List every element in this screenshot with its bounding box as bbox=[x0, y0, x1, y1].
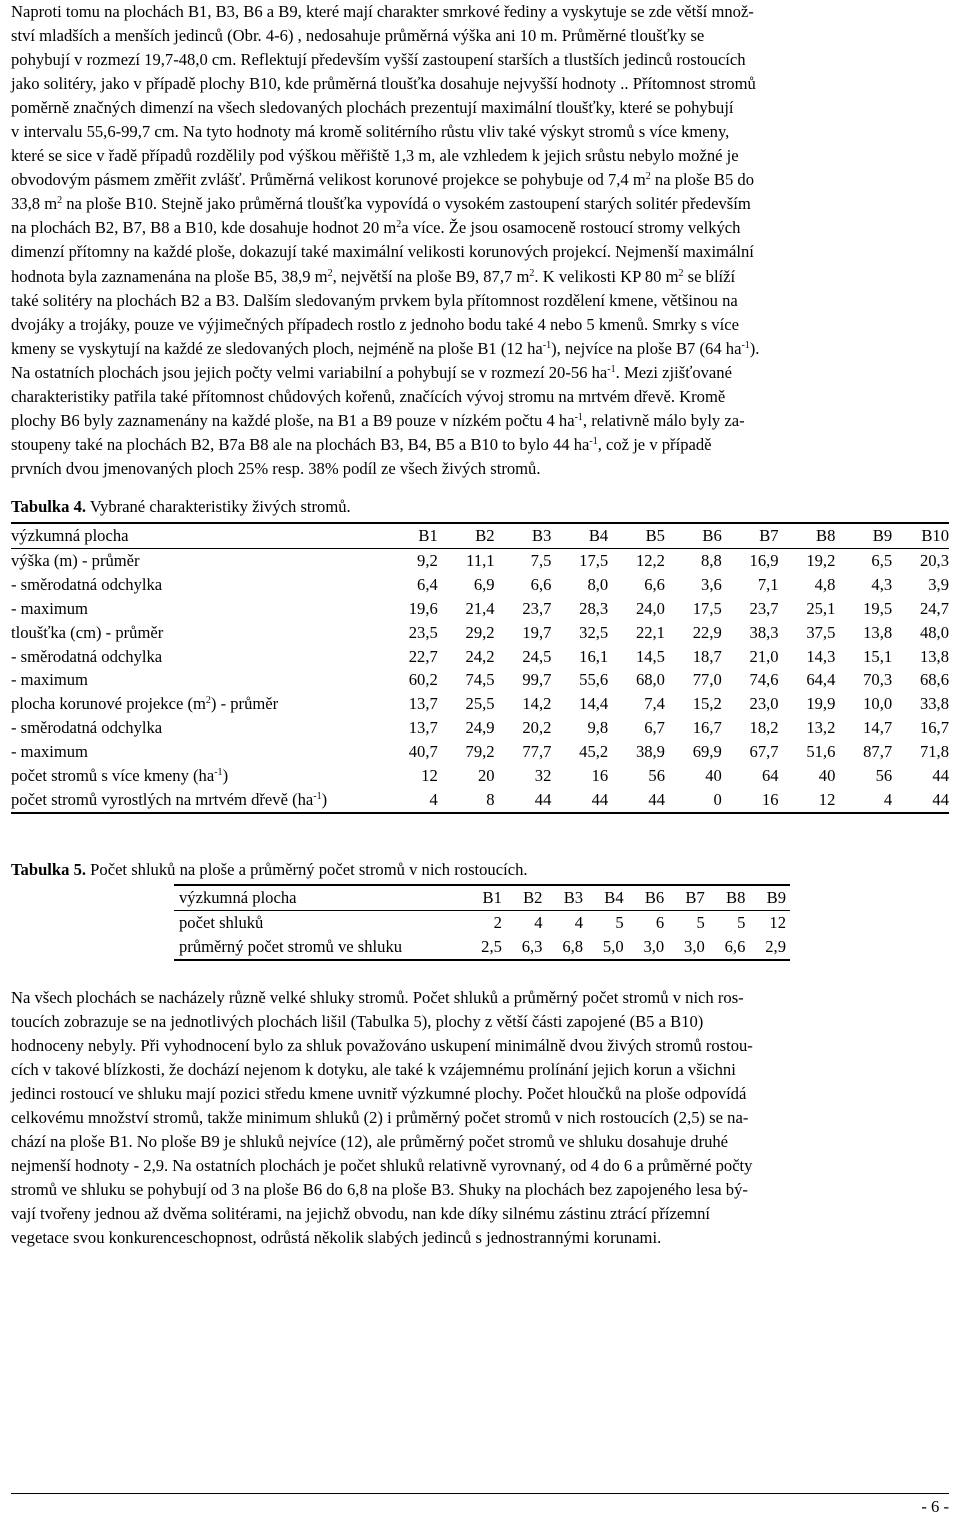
line: dimenzí přítomny na každé ploše, dokazují také maximální velikosti korunových projekcí. Nejmenší maximální bbox=[11, 242, 754, 262]
table-cell: 3,0 bbox=[643, 937, 665, 956]
table-cell: 19,9 bbox=[806, 694, 836, 714]
caption-label: Tabulka 4. bbox=[11, 497, 87, 516]
caption-text: Vybrané charakteristiky živých stromů. bbox=[86, 497, 351, 516]
column-header: B3 bbox=[532, 526, 552, 545]
column-header: B2 bbox=[475, 526, 495, 545]
table-cell: 64,4 bbox=[806, 670, 836, 690]
table-cell: 19,5 bbox=[863, 598, 893, 618]
table-row bbox=[11, 573, 949, 597]
line: prvních dvou jmenovaných ploch 25% resp. 38% podíl ze všech živých stromů. bbox=[11, 458, 541, 478]
table-row bbox=[174, 911, 790, 936]
column-header: B4 bbox=[604, 888, 624, 907]
table-cell: 20 bbox=[478, 766, 495, 786]
table-row bbox=[11, 788, 949, 813]
table-cell: 14,4 bbox=[579, 694, 609, 714]
line: pohybují v rozmezí 19,7-48,0 cm. Reflektují především vyšší zastoupení starších a tlustších jedinců rostoucích bbox=[11, 50, 746, 70]
table-cell: 20,2 bbox=[522, 718, 552, 738]
table-clusters bbox=[174, 884, 790, 961]
row-label: výška (m) - průměr bbox=[11, 550, 140, 570]
table-cell: 17,5 bbox=[692, 598, 722, 618]
row-label: průměrný počet stromů ve shluku bbox=[179, 937, 403, 956]
table-cell: 16,9 bbox=[749, 550, 779, 570]
row-label: - směrodatná odchylka bbox=[11, 574, 163, 594]
line: na plochách B2, B7, B8 a B10, kde dosahuje hodnot 20 $m^2a$ více. Že jsou osamoceně rostoucí stromy velkých bbox=[11, 218, 741, 238]
table-cell: 5 bbox=[696, 913, 705, 932]
table-cell: 60,2 bbox=[408, 670, 438, 690]
table-cell: 23,7 bbox=[749, 598, 779, 618]
table-header-row bbox=[174, 885, 790, 911]
table-cell: 6,8 bbox=[562, 937, 584, 956]
table-row bbox=[11, 692, 949, 716]
table-cell: 44 bbox=[591, 789, 609, 809]
table-cell: 14,7 bbox=[863, 718, 893, 738]
row-label: tloušťka (cm) - průměr bbox=[11, 622, 164, 642]
table-cell: 6,6 bbox=[644, 574, 665, 594]
column-header: B10 bbox=[921, 526, 949, 545]
table-cell: 12 bbox=[769, 913, 786, 932]
table-cell: 38,9 bbox=[635, 742, 665, 762]
table-cell: 25,1 bbox=[806, 598, 836, 618]
table-cell: 44 bbox=[932, 766, 949, 786]
footer-divider bbox=[11, 1493, 949, 1494]
table-cell: 19,7 bbox=[522, 622, 552, 642]
table-cell: 8,0 bbox=[587, 574, 609, 594]
table-row bbox=[11, 668, 949, 692]
table-row bbox=[11, 621, 949, 645]
table4-caption bbox=[11, 497, 351, 517]
table-cell: 9,8 bbox=[587, 718, 609, 738]
column-header: B9 bbox=[872, 526, 893, 545]
table-cell: 24,9 bbox=[465, 718, 495, 738]
table-cell: 6,9 bbox=[473, 574, 495, 594]
table-cell: 99,7 bbox=[522, 670, 552, 690]
table-cell: 87,7 bbox=[863, 742, 893, 762]
column-header: B2 bbox=[523, 888, 543, 907]
table-cell: 4 bbox=[574, 913, 584, 932]
table-cell: 8,8 bbox=[701, 550, 722, 570]
table-cell: 15,2 bbox=[692, 694, 722, 714]
table-cell: 40 bbox=[818, 766, 836, 786]
table-cell: 21,0 bbox=[749, 646, 779, 666]
table-cell: 77,7 bbox=[522, 742, 552, 762]
table-cell: 4 bbox=[883, 789, 893, 809]
table-cell: 56 bbox=[648, 766, 665, 786]
row-label: - maximum bbox=[11, 598, 88, 618]
line: chází na ploše B1. No ploše B9 je shluků nejvíce (12), ale průměrný počet stromů ve shluku dosahuje druhé bbox=[11, 1132, 729, 1152]
line: jako solitéry, jako v případě plochy B10, kde průměrná tloušťka dosahuje nejvyšší hodnoty .. Přítomnost stromů bbox=[11, 74, 756, 94]
table-cell: 4,8 bbox=[814, 574, 836, 594]
table-cell: 22,7 bbox=[408, 646, 438, 666]
line: jedinci rostoucí ve shluku mají pozici středu kmene uvnitř výzkumné plochy. Počet hloučků na ploše odpovídá bbox=[11, 1084, 747, 1104]
table-cell: 28,3 bbox=[579, 598, 609, 618]
table-cell: 2 bbox=[493, 913, 502, 932]
table-cell: 74,5 bbox=[465, 670, 495, 690]
table-cell: 38,3 bbox=[749, 622, 779, 642]
table-cell: 33,8 bbox=[919, 694, 949, 714]
table-row bbox=[11, 764, 949, 788]
table-cell: 7,1 bbox=[757, 574, 779, 594]
column-header: B8 bbox=[816, 526, 836, 545]
line: stromů ve shluku se pohybují od 3 na ploše B6 do 6,8 na ploše B3. Shuky na plochách bez zapojeného lesa bý- bbox=[11, 1180, 748, 1200]
paragraph-clusters bbox=[11, 986, 951, 1251]
table-cell: 16,7 bbox=[919, 718, 949, 738]
table-cell: 24,2 bbox=[465, 646, 495, 666]
table-cell: 22,9 bbox=[692, 622, 722, 642]
table-cell: 6,7 bbox=[644, 718, 665, 738]
table-cell: 22,1 bbox=[635, 622, 665, 642]
table-cell: 13,7 bbox=[408, 718, 438, 738]
line: v intervalu 55,6-99,7 cm. Na tyto hodnoty má kromě solitérního růstu vliv také výskyt stromů s více kmeny, bbox=[11, 122, 730, 142]
table-cell: 51,6 bbox=[806, 742, 836, 762]
table-cell: 16,7 bbox=[692, 718, 722, 738]
table-cell: 4 bbox=[429, 789, 438, 809]
table-cell: 5,0 bbox=[602, 937, 624, 956]
table-cell: 2,9 bbox=[765, 937, 786, 956]
table-cell: 64 bbox=[761, 766, 779, 786]
column-header: B7 bbox=[759, 526, 779, 545]
table-row bbox=[11, 645, 949, 669]
table-cell: 71,8 bbox=[919, 742, 949, 762]
table-cell: 13,2 bbox=[806, 718, 836, 738]
table-cell: 77,0 bbox=[692, 670, 722, 690]
page-number: - 6 - bbox=[921, 1497, 949, 1516]
row-label: počet stromů vyrostlých na mrtvém dřevě $(ha^{-1})$ bbox=[11, 789, 328, 809]
table-cell: 24,7 bbox=[919, 598, 949, 618]
table-cell: 44 bbox=[932, 789, 949, 809]
line: kmeny se vyskytují na každé ze sledovaných ploch, nejméně na ploše B1 (12 $ha^{-1}$), nejvíce na ploše B7 (64 $ha^{-1}$). bbox=[11, 338, 760, 358]
row-label: počet shluků bbox=[179, 913, 264, 932]
table-cell: 37,5 bbox=[806, 622, 836, 642]
table-cell: 45,2 bbox=[579, 742, 609, 762]
table-cell: 44 bbox=[534, 789, 552, 809]
column-header: B6 bbox=[644, 888, 665, 907]
table-row bbox=[11, 716, 949, 740]
table-cell: 18,2 bbox=[749, 718, 779, 738]
table-cell: 23,0 bbox=[749, 694, 779, 714]
table-cell: 3,0 bbox=[684, 937, 705, 956]
table-cell: 0 bbox=[713, 789, 722, 809]
table-cell: 44 bbox=[648, 789, 665, 809]
table-row bbox=[11, 740, 949, 764]
table-cell: 68,6 bbox=[919, 670, 949, 690]
table-cell: 16,1 bbox=[579, 646, 609, 666]
table-cell: 3,9 bbox=[928, 574, 949, 594]
column-header: B5 bbox=[645, 526, 665, 545]
line: toucích zobrazuje se na jednotlivých plochách lišil (Tabulka 5), plochy z větší části zapojené (B5 a B10) bbox=[11, 1012, 704, 1032]
table-cell: 6,5 bbox=[871, 550, 893, 570]
table-cell: 23,5 bbox=[408, 622, 438, 642]
line: které se sice v řadě případů rozdělily pod výškou měřiště 1,3 m, ale vzhledem k jejich srůstu nebylo možné je bbox=[11, 146, 739, 166]
table-cell: 6,4 bbox=[417, 574, 438, 594]
table-cell: 14,2 bbox=[522, 694, 552, 714]
table-cell: 25,5 bbox=[465, 694, 495, 714]
line: cích v takové blízkosti, že dochází nejenom k dotyku, ale také k vzájemnému prolínání jejich korun a všichni bbox=[11, 1060, 736, 1080]
table-cell: 16 bbox=[591, 766, 609, 786]
table-cell: 6 bbox=[655, 913, 665, 932]
table-cell: 68,0 bbox=[635, 670, 665, 690]
line: dvojáky a trojáky, pouze ve výjimečných případech rostlo z jednoho bodu také 4 nebo 5 kmenů. Smrky s více bbox=[11, 314, 739, 334]
row-label: plocha korunové projekce $(m^2)$ - průměr bbox=[11, 694, 279, 714]
line: charakteristiky patřila také přítomnost chůdových kořenů, značících vývoj stromu na mrtvém dřevě. Kromě bbox=[11, 386, 726, 406]
row-label: počet stromů s více kmeny $(ha^{-1})$ bbox=[11, 766, 229, 786]
line: Naproti tomu na plochách B1, B3, B6 a B9, které mají charakter smrkové řediny a vyskytuje se zde větší množ- bbox=[11, 2, 754, 21]
table-cell: 32,5 bbox=[579, 622, 609, 642]
column-header: výzkumná plocha bbox=[179, 888, 297, 907]
row-label: - maximum bbox=[11, 742, 88, 762]
table-cell: 13,8 bbox=[863, 622, 893, 642]
table-cell: 10,0 bbox=[863, 694, 893, 714]
row-label: - směrodatná odchylka bbox=[11, 646, 163, 666]
line: ství mladších a menších jedinců (Obr. 4-6) , nedosahuje průměrná výška ani 10 m. Průměrné tloušťky se bbox=[11, 26, 705, 46]
table-cell: 56 bbox=[875, 766, 893, 786]
table-cell: 6,3 bbox=[521, 937, 543, 956]
column-header: B6 bbox=[702, 526, 722, 545]
table-cell: 55,6 bbox=[579, 670, 609, 690]
table-cell: 69,9 bbox=[692, 742, 722, 762]
table-cell: 40 bbox=[705, 766, 722, 786]
line: stoupeny také na plochách B2, B7a B8 ale na plochách B3, B4, B5 a B10 to bylo 44 $ha^{-1}$, což je v případě bbox=[11, 434, 712, 454]
table-cell: 12 bbox=[421, 766, 438, 786]
table-cell: 5 bbox=[615, 913, 624, 932]
table-cell: 13,7 bbox=[408, 694, 438, 714]
table-cell: 16 bbox=[761, 789, 779, 809]
column-header: B1 bbox=[482, 888, 502, 907]
table-cell: 2,5 bbox=[481, 937, 502, 956]
table-cell: 21,4 bbox=[465, 598, 495, 618]
line: hodnoceny nebyly. Při vyhodnocení bylo za shluk považováno uskupení minimálně dvou živých stromů rostou- bbox=[11, 1036, 753, 1056]
line: obvodovým pásmem změřit zvlášť. Průměrná velikost korunové projekce se pohybuje od 7,4 $m^2$ na ploše B5 do bbox=[11, 170, 755, 190]
caption-label: Tabulka 5. bbox=[11, 860, 87, 879]
paragraph-intro bbox=[11, 0, 951, 481]
table-cell: 79,2 bbox=[465, 742, 495, 762]
table-cell: 5 bbox=[737, 913, 746, 932]
line: Na ostatních plochách jsou jejich počty velmi variabilní a pohybují se v rozmezí 20-56 $ha^{-1}$. Mezi zjišťované bbox=[11, 362, 732, 382]
line: poměrně značných dimenzí na všech sledovaných plochách prezentují maximální tloušťky, které se pohybují bbox=[11, 98, 734, 118]
table-cell: 4 bbox=[534, 913, 543, 932]
table-cell: 20,3 bbox=[919, 550, 949, 570]
line: celkovému množství stromů, takže minimum shluků (2) i průměrný počet stromů v nich rostoucích (2,5) se na- bbox=[11, 1108, 749, 1128]
table-cell: 6,6 bbox=[724, 937, 746, 956]
table-cell: 3,6 bbox=[701, 574, 722, 594]
table-header-row bbox=[11, 523, 949, 548]
column-header: B1 bbox=[418, 526, 438, 545]
table-cell: 7,5 bbox=[530, 550, 552, 570]
column-header: B9 bbox=[766, 888, 786, 907]
column-header: B4 bbox=[588, 526, 609, 545]
row-label: - maximum bbox=[11, 670, 88, 690]
column-header: výzkumná plocha bbox=[11, 526, 129, 545]
table-cell: 17,5 bbox=[579, 550, 609, 570]
column-header: B3 bbox=[563, 888, 584, 907]
table-cell: 7,4 bbox=[644, 694, 665, 714]
table-cell: 11,1 bbox=[466, 550, 495, 570]
table-cell: 9,2 bbox=[417, 550, 438, 570]
line: vají tvořeny jednou až dvěma solitérami, na jejichž obvodu, nan kde díky silnému zástinu ztrácí přízemní bbox=[11, 1204, 711, 1224]
table-cell: 40,7 bbox=[408, 742, 438, 762]
table-cell: 48,0 bbox=[919, 622, 949, 642]
table-cell: 4,3 bbox=[871, 574, 893, 594]
table-cell: 15,1 bbox=[863, 646, 893, 666]
table-cell: 6,6 bbox=[530, 574, 552, 594]
table-row bbox=[11, 548, 949, 572]
table-row bbox=[11, 597, 949, 621]
table-cell: 32 bbox=[534, 766, 552, 786]
table-cell: 67,7 bbox=[749, 742, 779, 762]
line: plochy B6 byly zaznamenány na každé ploše, na B1 a B9 pouze v nízkém počtu 4 $ha^{-1}$, relativně málo byly za- bbox=[11, 410, 745, 430]
line: vegetace svou konkurenceschopnost, odrůstá několik slabých jedinců s jednostrannými korunami. bbox=[11, 1228, 662, 1248]
table5-caption bbox=[11, 860, 528, 880]
column-header: B8 bbox=[726, 888, 746, 907]
line: 33,8 $m^2$ na ploše B10. Stejně jako průměrná tloušťka vypovídá o vysokém zastoupení starých solitér především bbox=[11, 194, 751, 214]
line: také solitéry na plochách B2 a B3. Dalším sledovaným prvkem byla přítomnost rozdělení kmene, většinou na bbox=[11, 290, 738, 310]
table-cell: 24,0 bbox=[635, 598, 665, 618]
table-cell: 13,8 bbox=[919, 646, 949, 666]
table-cell: 24,5 bbox=[522, 646, 552, 666]
table-cell: 74,6 bbox=[749, 670, 779, 690]
line: nejmenší hodnoty - 2,9. Na ostatních plochách je počet shluků relativně vyrovnaný, od 4 do 6 a průměrné počty bbox=[11, 1156, 753, 1176]
row-label: - směrodatná odchylka bbox=[11, 718, 163, 738]
column-header: B7 bbox=[685, 888, 705, 907]
caption-text: Počet shluků na ploše a průměrný počet stromů v nich rostoucích. bbox=[86, 860, 528, 879]
table-cell: 14,5 bbox=[635, 646, 665, 666]
table-cell: 19,2 bbox=[806, 550, 836, 570]
table-cell: 19,6 bbox=[408, 598, 438, 618]
line: Na všech plochách se nacházely různě velké shluky stromů. Počet shluků a průměrný počet stromů v nich ros- bbox=[11, 988, 744, 1007]
table-cell: 70,3 bbox=[863, 670, 893, 690]
table-cell: 23,7 bbox=[522, 598, 552, 618]
table-cell: 14,3 bbox=[806, 646, 836, 666]
table-tree-characteristics bbox=[11, 522, 949, 814]
table-row bbox=[174, 935, 790, 960]
table-cell: 18,7 bbox=[692, 646, 722, 666]
table-cell: 12,2 bbox=[635, 550, 665, 570]
line: hodnota byla zaznamenána na ploše B5, 38,9 $m^2$, největší na ploše B9, 87,7 $m^2$. K velikosti KP 80 $m^2$ se blíží bbox=[11, 266, 736, 286]
table-cell: 12 bbox=[818, 789, 836, 809]
table-cell: 29,2 bbox=[465, 622, 495, 642]
table-cell: 8 bbox=[486, 789, 495, 809]
